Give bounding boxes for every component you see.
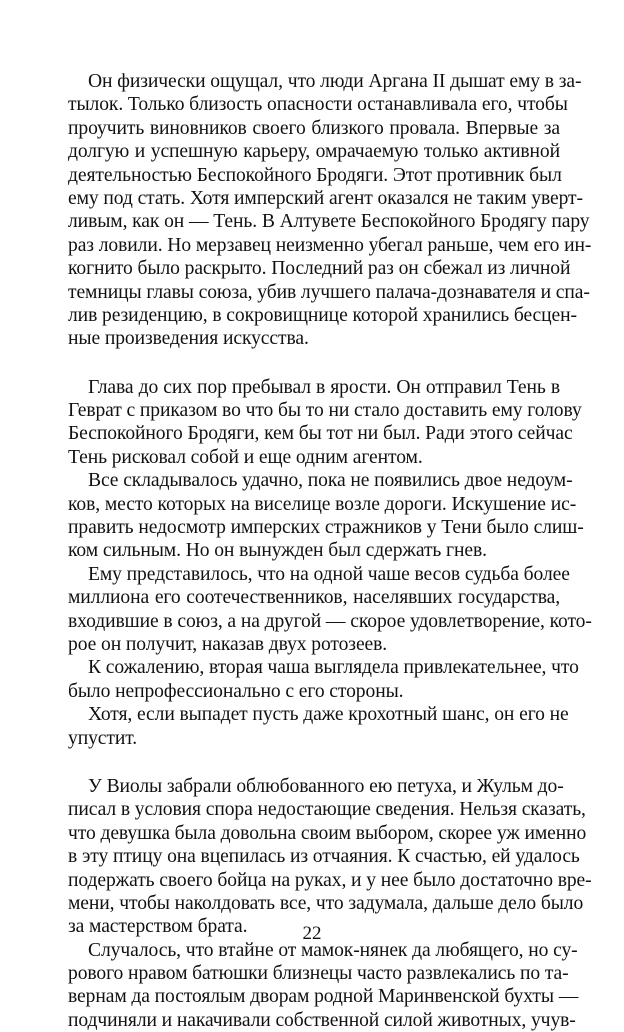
text-line: раз ловили. Но мерзавец неизменно убегал раньше, чем его ин- [68,234,592,256]
text-line: когнито было раскрыто. Последний раз он сбежал из личной [68,258,571,280]
text-line: У Виолы забрали облюбованного ею петуха, и Жульм до- [88,775,564,797]
paragraph [68,775,592,939]
text-line: рое он получит, наказав двух ротозеев. [68,633,388,655]
text-line: Глава до сих пор пребывал в ярости. Он отправил Тень в [88,376,560,398]
text-line: ные произведения искусства. [68,328,309,350]
text-line: что девушка была довольна своим выбором, скорее уж именно [68,822,587,844]
paragraph [68,563,592,657]
paragraph [68,939,579,1032]
text-line: упустит. [68,727,138,749]
paragraph [68,376,582,470]
page-number: 22 [302,923,322,944]
text-line: рового нравом батюшки близнецы часто развлекались по та- [68,963,569,985]
text-line: Хотя, если выпадет пусть даже крохотный шанс, он его не [88,704,569,726]
text-line: ливым, как он — Тень. В Алтувете Беспокойного Бродягу пару [68,211,590,233]
section-break [68,750,560,775]
text-line: Беспокойного Бродяги, кем бы тот ни был. Ради этого сейчас [68,423,573,445]
text-line: ему под стать. Хотя имперский агент оказался не таким уверт- [68,187,583,209]
text-line: ков, место которых на виселице возле дороги. Искушение ис- [68,493,577,515]
text-line: деятельностью Беспокойного Бродяги. Этот противник был [68,164,562,186]
text-line: вернам да постоялым дворам родной Маринвенской бухты — [68,986,579,1008]
text-line: подчиняли и накачивали собственной силой животных, учув- [68,1009,576,1031]
text-line: писал в условия спора недостающие сведения. Нельзя сказать, [68,799,586,821]
text-line: править недосмотр имперских стражников у Тени было слиш- [68,517,584,539]
text-line: миллиона его соотечественников, населявших государства, [68,587,560,609]
text-line: проучить виновников своего близкого провала. Впервые за [68,117,560,139]
text-line: Все складывалось удачно, пока не появились двое недоум- [88,470,573,492]
text-line: Ему представилось, что на одной чаше весов судьба более [88,563,570,585]
text-line: мени, чтобы наколдовать все, что задумала, дальше дело было [68,892,584,914]
text-line: лив резиденцию, в сокровищнице которой хранились бесцен- [68,304,577,326]
text-line: темницы главы союза, убив лучшего палача-дознавателя и спа- [68,281,590,303]
text-line: Геврат с приказом во что бы то ни стало доставить ему голову [68,400,582,422]
paragraph [68,70,592,351]
text-line: тылок. Только близость опасности останавливала его, чтобы [68,94,568,116]
section-break [68,351,560,376]
text-line: в эту птицу она вцепилась из отчаяния. К счастью, ей удалось [68,846,580,868]
text-line: входившие в союз, а на другой — скорое удовлетворение, кото- [68,610,592,632]
paragraph [68,656,579,703]
body-text [68,70,592,1032]
text-line: долгую и успешную карьеру, омрачаемую только активной [68,141,560,163]
text-line: К сожалению, вторая чаша выглядела привлекательнее, что [88,657,579,679]
text-line: за мастерством брата. [68,916,248,938]
text-line: было непрофессионально с его стороны. [68,680,404,702]
text-line: ком сильным. Но он вынужден был сдержать гнев. [68,540,487,562]
text-line: Случалось, что втайне от мамок-нянек да любящего, но су- [88,939,578,961]
text-line: подержать своего бойца на руках, и у нее было достаточно вре- [68,869,592,891]
text-line: Тень рисковал собой и еще одним агентом. [68,446,423,468]
paragraph [68,469,584,563]
text-line: Он физически ощущал, что люди Аргана II дышат ему в за- [88,71,582,92]
paragraph [68,703,569,750]
